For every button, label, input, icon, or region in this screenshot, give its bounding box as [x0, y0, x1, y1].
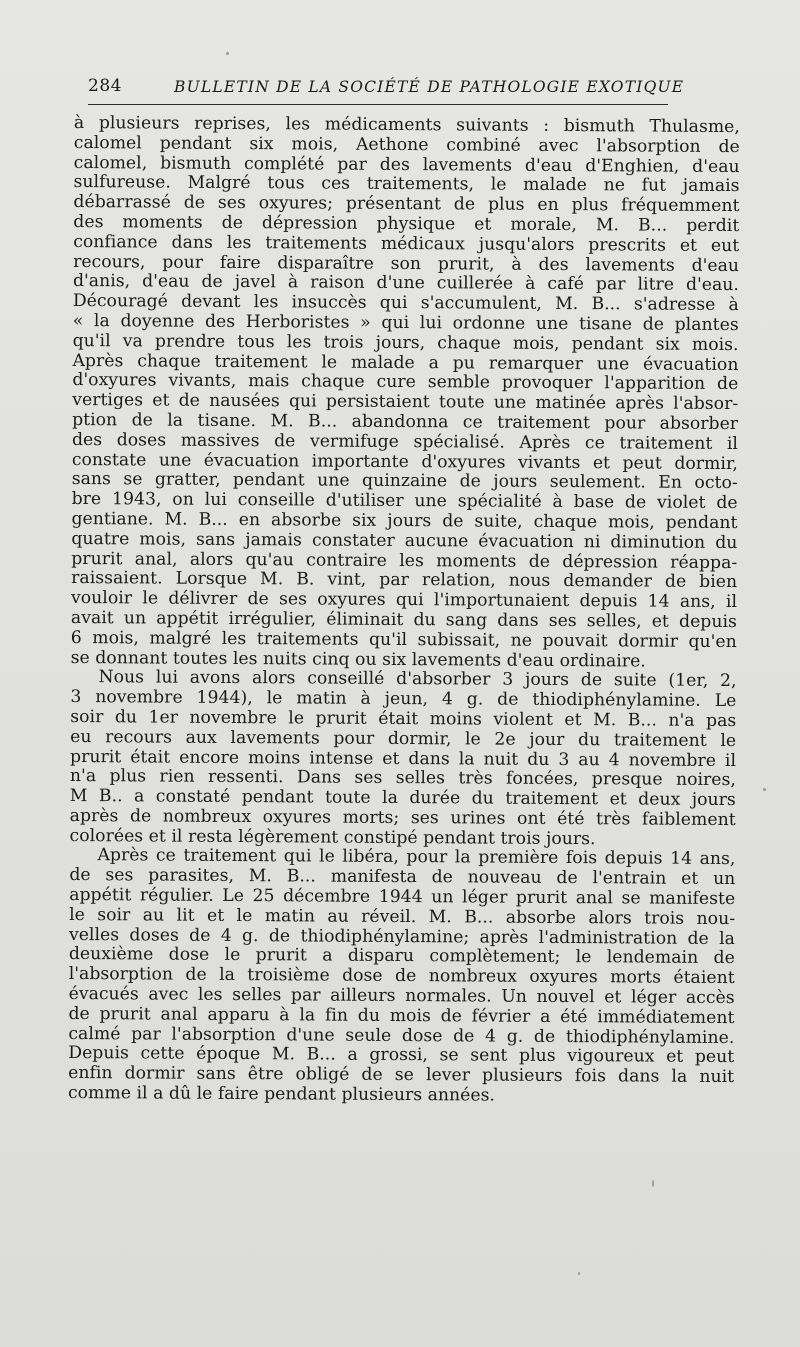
- text-line: vertiges et de nausées qui persistaient toute une matinée après l'absor-: [72, 390, 739, 415]
- text-line: recours, pour faire disparaître son prurit, à des lavements d'eau: [73, 251, 740, 276]
- text-line: le soir au lit et le matin au réveil. M. B... absorbe alors trois nou-: [69, 904, 736, 929]
- paper-speck: [578, 1272, 580, 1275]
- text-line: soir du 1er novembre le prurit était moins violent et M. B... n'a pas: [70, 706, 737, 731]
- text-line: se donnant toutes les nuits cinq ou six lavements d'eau ordinaire.: [70, 647, 646, 672]
- text-line: Après chaque traitement le malade a pu remarquer une évacuation: [72, 350, 739, 375]
- text-line: ption de la tisane. M. B... abandonna ce traitement pour absorber: [72, 409, 739, 435]
- running-title: BULLETIN DE LA SOCIÉTÉ DE PATHOLOGIE EXOTIQUE: [174, 78, 685, 96]
- text-line: n'a plus rien ressenti. Dans ses selles très foncées, presque noires,: [69, 766, 737, 791]
- text-line: eu recours aux lavements pour dormir, le 2e jour du traitement le: [70, 726, 737, 751]
- text-line: sulfureuse. Malgré tous ces traitements, le malade ne fut jamais: [73, 172, 740, 197]
- text-line: calomel, bismuth complété par des lavements d'eau d'Enghien, d'eau: [73, 152, 740, 177]
- text-line: des moments de dépression physique et morale, M. B... perdit: [73, 211, 740, 237]
- text-line: bre 1943, on lui conseille d'utiliser une spécialité à base de violet de: [71, 489, 738, 514]
- text-line: velles doses de 4 g. de thiodiphénylamine; après l'administration de la: [68, 924, 736, 949]
- text-line: « la doyenne des Herboristes » qui lui ordonne une tisane de plantes: [72, 310, 739, 336]
- paper-speck: [652, 1180, 654, 1187]
- text-line: d'anis, d'eau de javel à raison d'une cuillerée à café par litre d'eau.: [72, 271, 740, 296]
- text-line: qu'il va prendre tous les trois jours, chaque mois, pendant six mois.: [72, 330, 739, 355]
- text-line: gentiane. M. B... en absorbe six jours de suite, chaque mois, pendant: [71, 508, 738, 533]
- text-line: enfin dormir sans être obligé de se lever plusieurs fois dans la nuit: [68, 1063, 735, 1088]
- text-line: l'absorption de la troisième dose de nombreux oxyures morts étaient: [68, 964, 735, 989]
- paper-speck: [763, 788, 766, 791]
- text-line: Découragé devant les insuccès qui s'accumulent, M. B... s'adresse à: [72, 291, 739, 316]
- text-line: après de nombreux oxyures morts; ses urines ont été très faiblement: [69, 805, 736, 830]
- text-line: calmé par l'absorption d'une seule dose de 4 g. de thiodiphénylamine.: [68, 1023, 735, 1048]
- page-header: [88, 72, 758, 102]
- text-line: débarrassé de ses oxyures; présentant de plus en plus fréquemment: [73, 192, 740, 217]
- text-line: sans se gratter, pendant une quinzaine de jours seulement. En octo-: [71, 469, 738, 494]
- text-line: de ses parasites, M. B... manifesta de nouveau de l'entrain et un: [69, 865, 736, 890]
- text-line: évacués avec les selles par ailleurs normales. Un nouvel et léger accès: [68, 984, 735, 1009]
- text-line: avait un appétit irrégulier, éliminait du sang dans ses selles, et depuis: [70, 607, 737, 632]
- text-line: quatre mois, sans jamais constater aucune évacuation ni diminution du: [71, 528, 738, 553]
- text-line: 6 mois, malgré les traitements qu'il subissait, ne pouvait dormir qu'en: [70, 627, 737, 652]
- header-rule: [88, 104, 668, 105]
- body-text: [68, 114, 740, 1108]
- text-line: comme il a dû le faire pendant plusieurs années.: [67, 1083, 496, 1106]
- text-line: appétit régulier. Le 25 décembre 1944 un léger prurit anal se manifeste: [69, 885, 736, 910]
- text-line: colorées et il resta légèrement constipé pendant trois jours.: [69, 825, 596, 849]
- text-line: Depuis cette époque M. B... a grossi, se sent plus vigoureux et peut: [68, 1043, 735, 1068]
- text-line: prurit anal, alors qu'au contraire les moments de dépression réappa-: [71, 548, 738, 573]
- text-line: Après ce traitement qui le libéra, pour la première fois depuis 14 ans,: [97, 845, 736, 870]
- paper-speck: [226, 52, 229, 55]
- text-line: prurit était encore moins intense et dans la nuit du 3 au 4 novembre il: [70, 746, 737, 771]
- text-line: calomel pendant six mois, Aethone combiné avec l'absorption de: [73, 132, 740, 157]
- text-line: vouloir le délivrer de ses oxyures qui l'importunaient depuis 14 ans, il: [70, 588, 738, 613]
- text-line: raissaient. Lorsque M. B. vint, par relation, nous demander de bien: [71, 568, 738, 593]
- text-line: des doses massives de vermifuge spécialisé. Après ce traitement il: [71, 429, 739, 454]
- text-line: confiance dans les traitements médicaux jusqu'alors prescrits et eut: [73, 231, 740, 256]
- text-line: d'oxyures vivants, mais chaque cure semble provoquer l'apparition de: [72, 370, 739, 395]
- text-line: 3 novembre 1944), le matin à jeun, 4 g. de thiodiphénylamine. Le: [70, 687, 737, 712]
- text-line: constate une évacuation importante d'oxyures vivants et peut dormir,: [71, 449, 738, 474]
- text-line: deuxième dose le prurit a disparu complètement; le lendemain de: [68, 944, 735, 969]
- text-line: Nous lui avons alors conseillé d'absorber 3 jours de suite (1er, 2,: [98, 667, 737, 692]
- page-number: 284: [88, 76, 122, 96]
- text-line: M B.. a constaté pendant toute la durée du traitement et deux jours: [69, 786, 736, 811]
- text-line: de prurit anal apparu à la fin du mois de février a été immédiatement: [68, 1003, 735, 1028]
- text-line: à plusieurs reprises, les médicaments suivants : bismuth Thulasme,: [73, 113, 740, 138]
